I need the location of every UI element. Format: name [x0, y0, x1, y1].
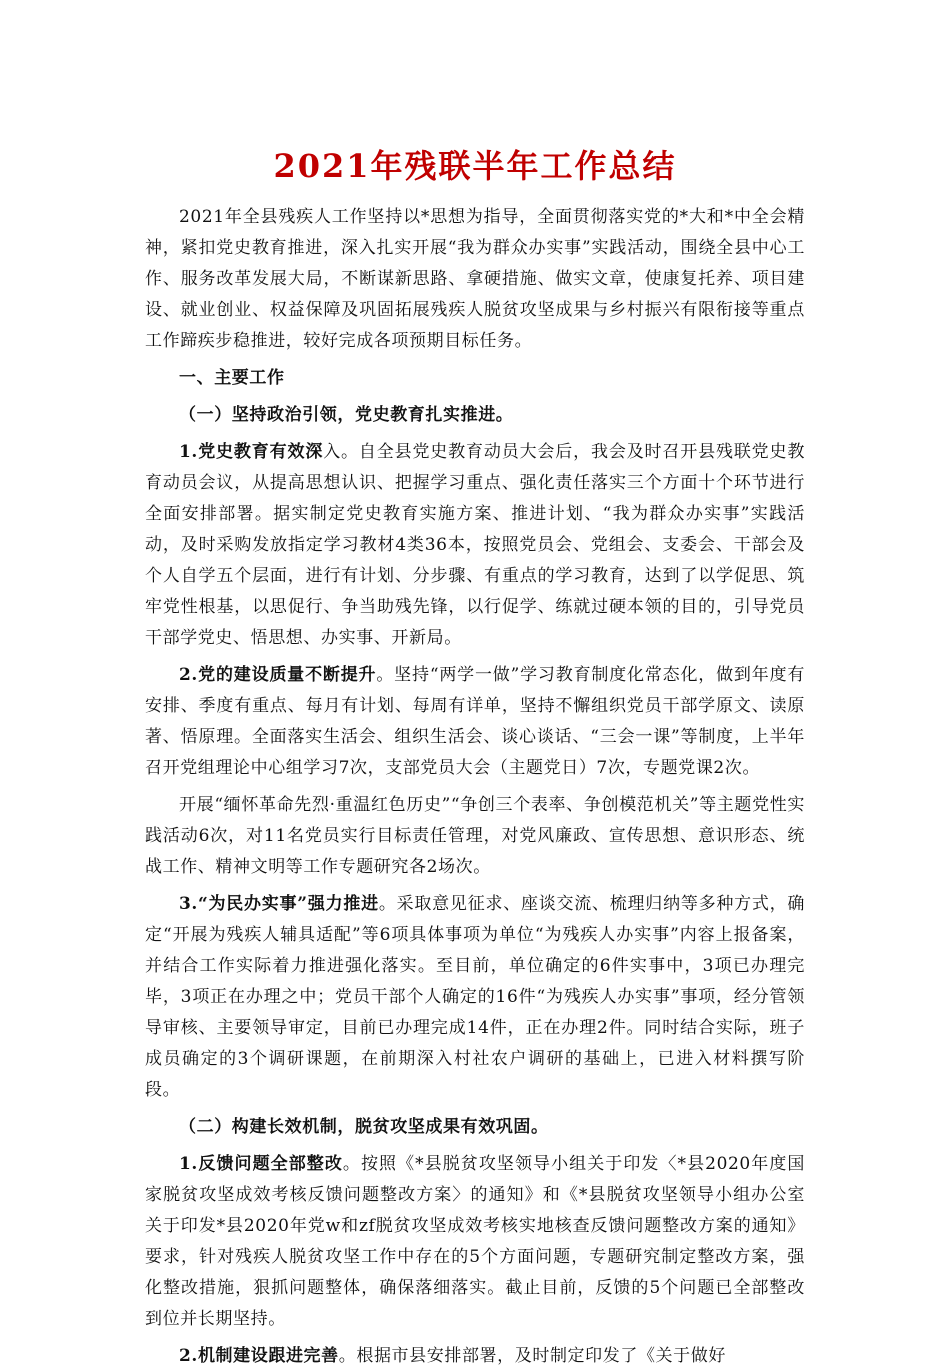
paragraph-body: 。采取意见征求、座谈交流、梳理归纳等多种方式，确定“开展为残疾人辅具适配”等6项具体事项为单位“为残疾人办实事”内容上报备案，并结合工作实际着力推进强化落实。至目前，单位确定的6件实事中，3项已办理完毕，3项正在办理之中；党员干部个人确定的16件“为残疾人办实事”事项，经分管领导审核、主要领导审定，目前已办理完成14件，正在办理2件。同时结合实际，班子成员确定的3个调研课题，在前期深入村社农户调研的基础上，已进入材料撰写阶段。	[145, 894, 805, 1100]
paragraph	[145, 889, 805, 1106]
paragraph: 开展“缅怀革命先烈·重温红色历史”“争创三个表率、争创模范机关”等主题党性实践活动6次，对11名党员实行目标责任管理，对党风廉政、宣传思想、意识形态、统战工作、精神文明等工作专题研究各2场次。	[145, 795, 805, 877]
paragraph-lead: 1.党史教育有效深	[179, 442, 324, 462]
paragraph-lead: 3.“为民办实事”强力推进	[179, 894, 379, 914]
paragraph-body: 。坚持“两学一做”学习教育制度化常态化，做到年度有安排、季度有重点、每月有计划、每周有详单，坚持不懈组织党员干部学原文、读原著、悟原理。全面落实生活会、组织生活会、谈心谈话、“三会一课”等制度，上半年召开党组理论中心组学习7次，支部党员大会（主题党日）7次，专题党课2次。	[145, 665, 805, 778]
paragraph-body: 入。自全县党史教育动员大会后，我会及时召开县残联党史教育动员会议，从提高思想认识、把握学习重点、强化责任落实三个方面十个环节进行全面安排部署。据实制定党史教育实施方案、推进计划、“我为群众办实事”实践活动，及时采购发放指定学习教材4类36本，按照党员会、党组会、支委会、干部会及个人自学五个层面，进行有计划、分步骤、有重点的学习教育，达到了以学促思、筑牢党性根基，以思促行、争当助残先锋，以行促学、练就过硬本领的目的，引导党员干部学党史、悟思想、办实事、开新局。	[145, 442, 805, 648]
intro-paragraph: 2021年全县残疾人工作坚持以*思想为指导，全面贯彻落实党的*大和*中全会精神，紧扣党史教育推进，深入扎实开展“我为群众办实事”实践活动，围绕全县中心工作、服务改革发展大局，不断谋新思路、拿硬措施、做实文章，使康复托养、项目建设、就业创业、权益保障及巩固拓展残疾人脱贫攻坚成果与乡村振兴有限衔接等重点工作蹄疾步稳推进，较好完成各项预期目标任务。	[145, 207, 805, 351]
paragraph	[145, 660, 805, 784]
paragraph	[145, 1341, 805, 1372]
paragraph-body: 。按照《*县脱贫攻坚领导小组关于印发〈*县2020年度国家脱贫攻坚成效考核反馈问题整改方案〉的通知》和《*县脱贫攻坚领导小组办公室关于印发*县2020年党w和zf脱贫攻坚成效考核实地核查反馈问题整改方案的通知》要求，针对残疾人脱贫攻坚工作中存在的5个方面问题，专题研究制定整改方案，强化整改措施，狠抓问题整体，确保落细落实。截止目前，反馈的5个问题已全部整改到位并长期坚持。	[145, 1154, 805, 1329]
subsection-heading: （二）构建长效机制，脱贫攻坚成果有效巩固。	[179, 1117, 549, 1137]
paragraph-lead: 2.机制建设跟进完善	[179, 1346, 339, 1366]
paragraph-body: 。根据市县安排部署，及时制定印发了《关于做好	[338, 1346, 726, 1366]
section-heading: 一、主要工作	[179, 368, 285, 388]
document-page	[145, 128, 805, 1372]
paragraph	[145, 437, 805, 654]
document-title: 2021年残联半年工作总结	[273, 147, 677, 185]
paragraph	[145, 1149, 805, 1335]
paragraph-lead: 2.党的建设质量不断提升	[179, 665, 377, 685]
subsection-heading: （一）坚持政治引领，党史教育扎实推进。	[179, 405, 514, 425]
paragraph-lead: 1.反馈问题全部整改	[179, 1154, 343, 1174]
